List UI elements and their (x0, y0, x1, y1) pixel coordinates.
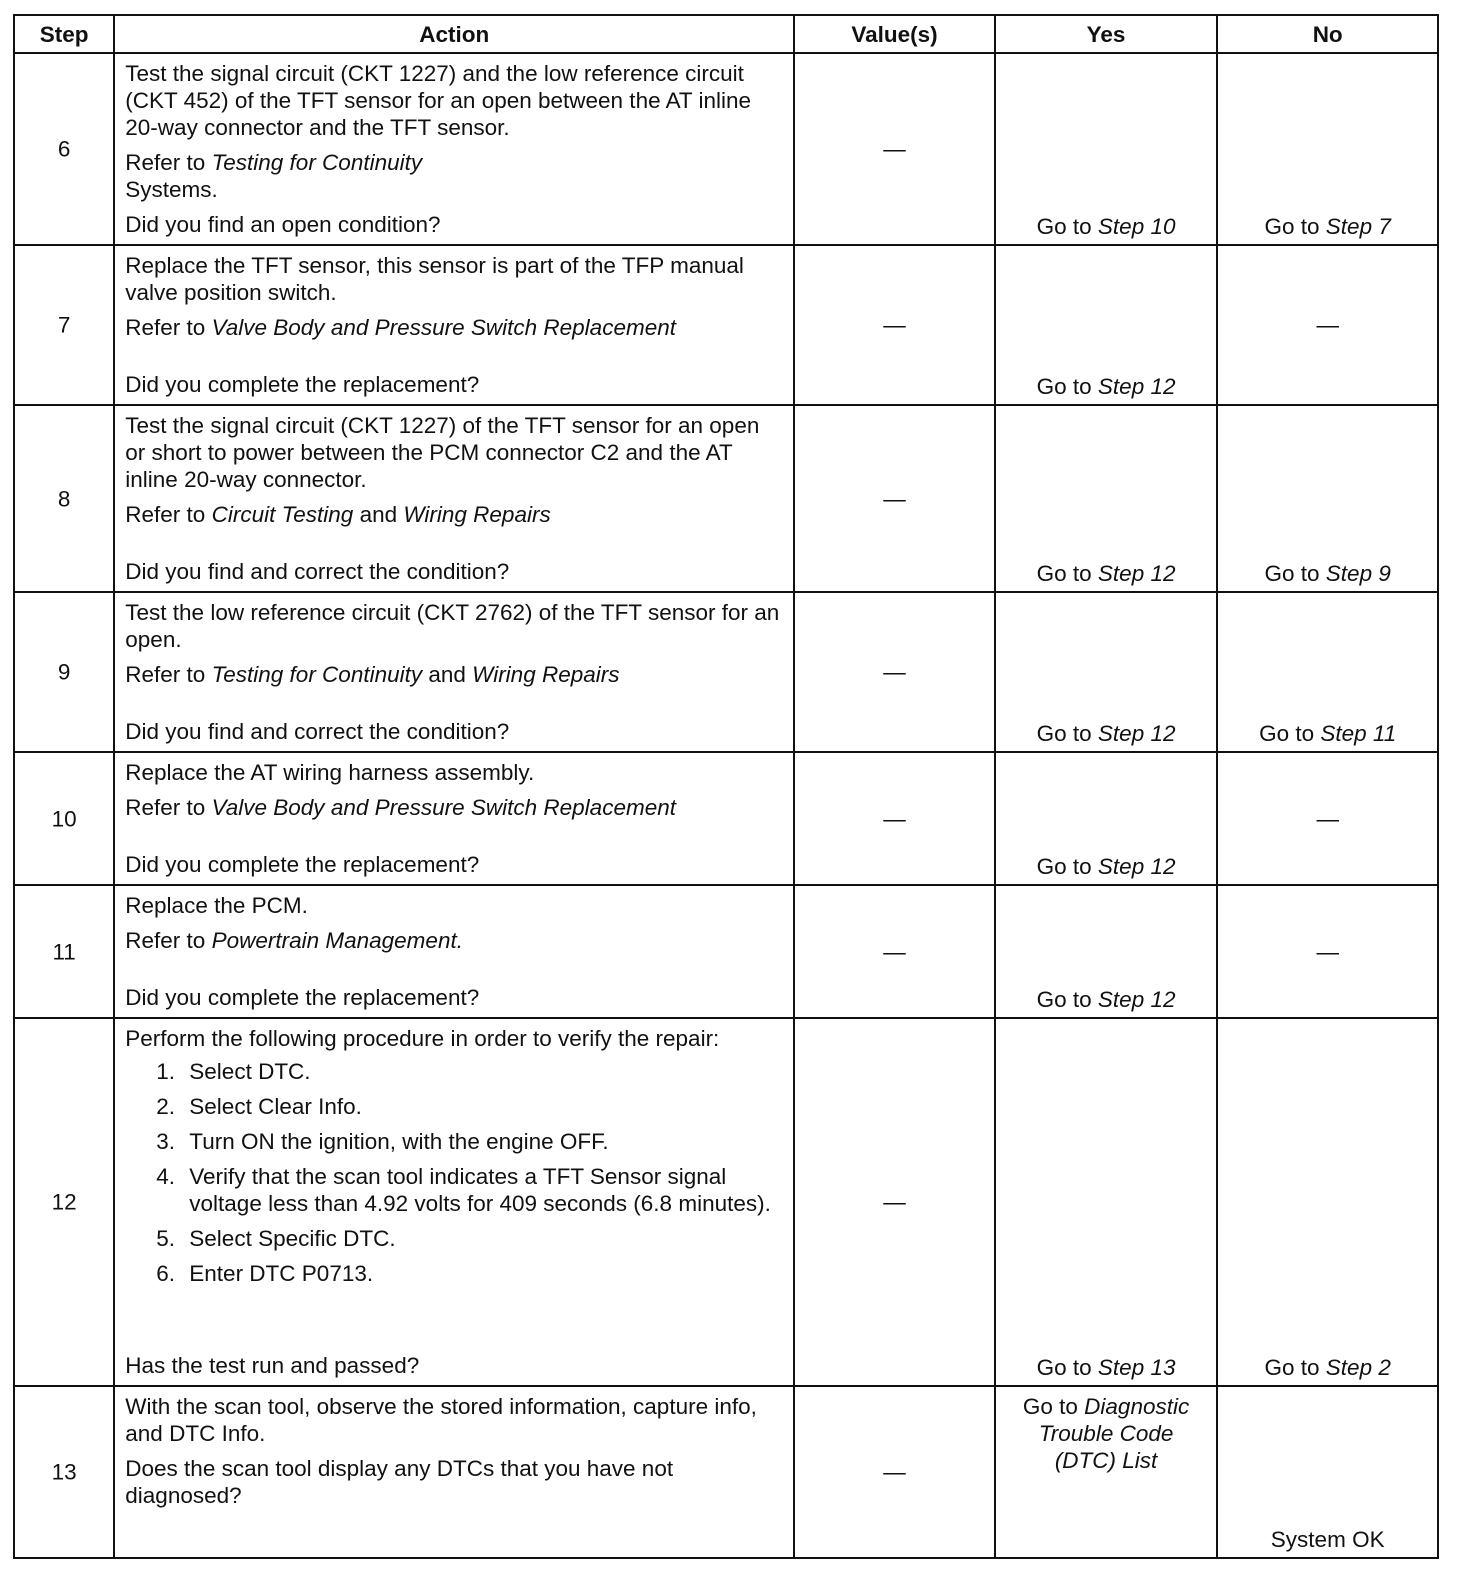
action-question: Does the scan tool display any DTCs that you have not diagnosed? (125, 1456, 674, 1508)
step-number: 9 (57, 659, 71, 685)
value-dash: — (883, 659, 906, 685)
action-reference: Refer to Valve Body and Pressure Switch Replacement (125, 315, 676, 340)
action-question: Did you find and correct the condition? (125, 719, 510, 744)
yes-cell (995, 1386, 1218, 1558)
table-row-step-8 (14, 405, 1438, 592)
step-cell (14, 405, 114, 592)
no-cell (1217, 1386, 1438, 1558)
action-text: Test the signal circuit (CKT 1227) of the TFT sensor for an open or short to power between the PCM connector C2 and the AT inline 20-way connector. (125, 413, 760, 492)
step-number: 12 (51, 1189, 77, 1215)
action-cell (114, 405, 794, 592)
table-row-step-11 (14, 885, 1438, 1018)
value-cell (794, 245, 995, 405)
action-question: Did you find an open condition? (125, 212, 441, 237)
yes-goto[interactable]: Go to Step 12 (1036, 374, 1176, 399)
action-cell (114, 1018, 794, 1386)
no-dash: — (1316, 312, 1339, 338)
value-dash: — (883, 1459, 906, 1485)
yes-cell (995, 1018, 1218, 1386)
action-reference: Refer to Circuit Testing and Wiring Repairs (125, 502, 551, 527)
value-cell (794, 752, 995, 885)
yes-cell (995, 592, 1218, 752)
reference-link[interactable]: Valve Body and Pressure Switch Replacement (211, 795, 676, 820)
table-row-step-7 (14, 245, 1438, 405)
diagnostic-table-page (13, 14, 1439, 1559)
action-text: Test the signal circuit (CKT 1227) and the low reference circuit (CKT 452) of the TFT sensor for an open between the AT inline 20-way connector and the TFT sensor. (125, 61, 752, 140)
reference-link[interactable]: Testing for Continuity (211, 150, 423, 175)
value-dash: — (883, 486, 906, 511)
action-reference: Refer to Powertrain Management. (125, 928, 463, 953)
table-row-step-9 (14, 592, 1438, 752)
list-item: 4. Verify that the scan tool indicates a TFT Sensor signal voltage less than 4.92 volts for 409 seconds (6.8 minutes). (181, 1163, 783, 1217)
reference-link[interactable]: Testing for Continuity (211, 662, 423, 687)
header-no: No (1217, 15, 1438, 53)
yes-cell (995, 752, 1218, 885)
reference-link[interactable]: Wiring Repairs (403, 502, 551, 527)
action-cell (114, 1386, 794, 1558)
step-cell (14, 885, 114, 1018)
action-reference: Refer to Testing for Continuity Systems. (125, 150, 423, 202)
no-cell (1217, 752, 1438, 885)
header-values: Value(s) (794, 15, 995, 53)
action-question: Did you complete the replacement? (125, 852, 480, 877)
list-item: 3. Turn ON the ignition, with the engine OFF. (181, 1128, 783, 1155)
value-dash: — (883, 136, 906, 162)
action-cell (114, 885, 794, 1018)
yes-cell (995, 53, 1218, 245)
no-cell (1217, 592, 1438, 752)
table-row-step-6 (14, 53, 1438, 245)
step-cell (14, 592, 114, 752)
no-goto[interactable]: Go to Step 11 (1259, 721, 1397, 746)
yes-goto[interactable]: Go to Step 12 (1036, 561, 1176, 586)
no-dash: — (1316, 939, 1339, 964)
reference-link[interactable]: Powertrain Management. (211, 928, 463, 953)
reference-link[interactable]: Circuit Testing (211, 502, 354, 527)
diagnostic-steps-table (13, 14, 1439, 1559)
table-row-step-13 (14, 1386, 1438, 1558)
reference-link[interactable]: Valve Body and Pressure Switch Replacement (211, 315, 676, 340)
action-cell (114, 752, 794, 885)
yes-cell (995, 245, 1218, 405)
no-cell (1217, 1018, 1438, 1386)
no-cell (1217, 53, 1438, 245)
value-cell (794, 592, 995, 752)
step-number: 7 (57, 312, 71, 338)
action-question: Did you complete the replacement? (125, 372, 480, 397)
action-text: Perform the following procedure in order to verify the repair: (125, 1026, 720, 1051)
no-goto[interactable]: Go to Step 2 (1264, 1355, 1391, 1380)
reference-link[interactable]: Wiring Repairs (472, 662, 620, 687)
step-number: 10 (51, 806, 77, 831)
value-dash: — (883, 939, 906, 964)
no-cell (1217, 885, 1438, 1018)
procedure-list (125, 1058, 783, 1295)
header-row (14, 15, 1438, 53)
action-reference: Refer to Testing for Continuity and Wiring Repairs (125, 662, 620, 687)
header-action: Action (114, 15, 794, 53)
value-dash: — (883, 312, 906, 338)
action-cell (114, 53, 794, 245)
action-reference: Refer to Valve Body and Pressure Switch Replacement (125, 795, 676, 820)
action-cell (114, 245, 794, 405)
table-row-step-10 (14, 752, 1438, 885)
value-cell (794, 885, 995, 1018)
yes-goto[interactable]: Go to Step 13 (1036, 1355, 1176, 1380)
action-cell (114, 592, 794, 752)
step-cell (14, 53, 114, 245)
yes-goto[interactable]: Go to Step 10 (1036, 214, 1176, 239)
header-yes: Yes (995, 15, 1218, 53)
yes-goto[interactable]: Go to Step 12 (1036, 721, 1176, 746)
value-dash: — (883, 1189, 906, 1215)
no-goto[interactable]: Go to Step 9 (1264, 561, 1391, 586)
yes-cell (995, 885, 1218, 1018)
action-text: Test the low reference circuit (CKT 2762) of the TFT sensor for an open. (125, 600, 780, 652)
yes-goto[interactable]: Go to Step 12 (1036, 854, 1176, 879)
list-item: 1. Select DTC. (181, 1058, 783, 1085)
step-number: 11 (52, 939, 76, 964)
step-cell (14, 752, 114, 885)
list-item: 2. Select Clear Info. (181, 1093, 783, 1120)
yes-cell (995, 405, 1218, 592)
action-question: Has the test run and passed? (125, 1353, 420, 1378)
action-text: Replace the AT wiring harness assembly. (125, 760, 535, 785)
no-cell (1217, 405, 1438, 592)
step-cell (14, 1018, 114, 1386)
yes-goto[interactable]: Go to Diagnostic Trouble Code (DTC) List (1022, 1394, 1190, 1473)
value-cell (794, 1386, 995, 1558)
list-item: 6. Enter DTC P0713. (181, 1260, 783, 1287)
list-item: 5. Select Specific DTC. (181, 1225, 783, 1252)
value-cell (794, 53, 995, 245)
no-system-ok: System OK (1270, 1527, 1385, 1552)
step-cell (14, 245, 114, 405)
step-number: 8 (57, 486, 71, 511)
value-cell (794, 1018, 995, 1386)
no-cell (1217, 245, 1438, 405)
action-text: Replace the TFT sensor, this sensor is part of the TFP manual valve position switch. (125, 253, 744, 305)
action-question: Did you find and correct the condition? (125, 559, 510, 584)
no-dash: — (1316, 806, 1339, 831)
value-dash: — (883, 806, 906, 831)
step-cell (14, 1386, 114, 1558)
table-row-step-12 (14, 1018, 1438, 1386)
step-number: 13 (51, 1459, 77, 1485)
yes-goto[interactable]: Go to Step 12 (1036, 987, 1176, 1012)
action-text: With the scan tool, observe the stored information, capture info, and DTC Info. (125, 1394, 757, 1446)
action-question: Did you complete the replacement? (125, 985, 480, 1010)
no-goto[interactable]: Go to Step 7 (1264, 214, 1391, 239)
header-step: Step (14, 15, 114, 53)
step-number: 6 (57, 136, 71, 162)
value-cell (794, 405, 995, 592)
action-text: Replace the PCM. (125, 893, 308, 918)
